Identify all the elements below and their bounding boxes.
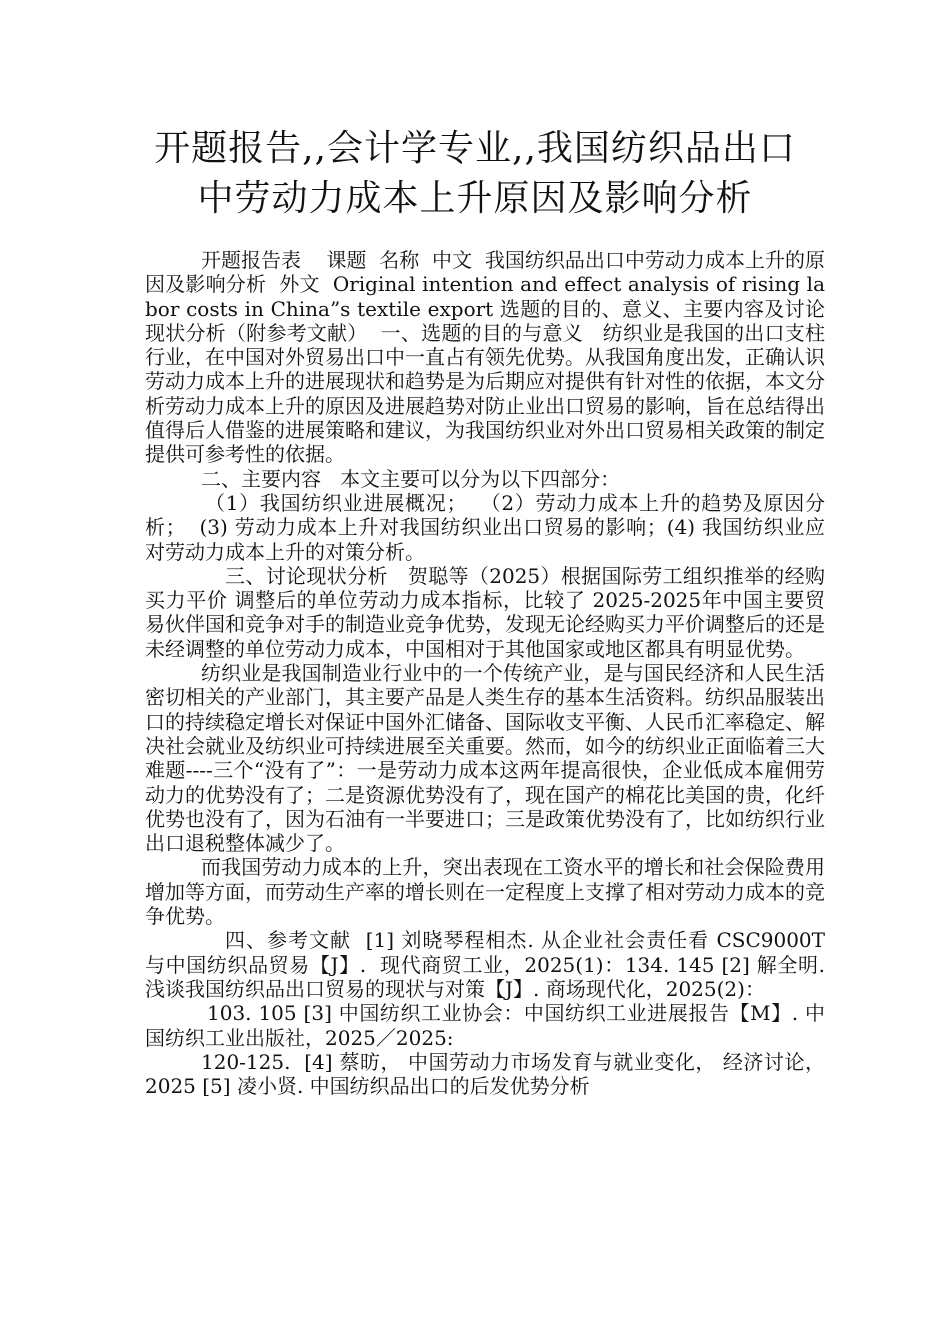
paragraph-labor-cost: 而我国劳动力成本的上升，突出表现在工资水平的增长和社会保险费用增加等方面，而劳动生产率的增长则在一定程度上支撑了相对劳动力成本的竞争优势。 <box>145 855 825 929</box>
paragraph-intro: 开题报告表 课题 名称 中文 我国纺织品出口中劳动力成本上升的原因及影响分析 外文 Original intention and effect analysis of rising labor costs in China”s textile export 选题的目的、意义、主要内容及讨论现状分析（附参考文献） 一、选题的目的与意义 纺织业是我国的出口支柱行业，在中国对外贸易出口中一直占有领先优势。从我国角度出发，正确认识劳动力成本上升的进展现状和趋势是为后期应对提供有针对性的依据，本文分析劳动力成本上升的原因及进展趋势对防止业出口贸易的影响，旨在总结得出值得后人借鉴的进展策略和建议，为我国纺织业对外出口贸易相关政策的制定提供可参考性的依据。 <box>145 248 825 467</box>
paragraph-main-content-list: （1）我国纺织业进展概况； （2）劳动力成本上升的趋势及原因分析； (3) 劳动力成本上升对我国纺织业出口贸易的影响；(4) 我国纺织业应对劳动力成本上升的对策分析。 <box>145 490 825 564</box>
paragraph-research-status: 三、讨论现状分析 贺聪等（2025）根据国际劳工组织推举的经购买力平价 调整后的单位劳动力成本指标，比较了 2025-2025年中国主要贸易伙伴国和竞争对手的制造业竞争优势，发现无论经购买力平价调整后的还是未经调整的单位劳动力成本，中国相对于其他国家或地区都具有明显优势。 <box>145 563 825 661</box>
title-line-2: 中劳动力成本上升原因及影响分析 <box>197 178 753 219</box>
paragraph-main-content-heading: 二、主要内容 本文主要可以分为以下四部分： <box>201 466 621 491</box>
paragraph-references: 四、参考文献 [1] 刘晓琴程相杰. 从企业社会责任看 CSC9000T 与中国纺织品贸易【J】. 现代商贸工业，2025(1)：134. 145 [2] 解全明. 浅谈我国纺织品出口贸易的现状与对策【J】. 商场现代化，2025(2)： <box>145 928 832 1001</box>
paragraph-reference-3: 103. 105 [3] 中国纺织工业协会：中国纺织工业进展报告【M】. 中国纺织工业出版社，2025／2025: <box>145 1001 825 1050</box>
document-body <box>145 248 832 1099</box>
document-title <box>120 124 830 224</box>
paragraph-reference-4-5: 120-125. [4] 蔡昉， 中国劳动力市场发育与就业变化， 经济讨论， 2025 [5] 凌小贤. 中国纺织品出口的后发优势分析 <box>145 1049 832 1099</box>
title-line-1: 开题报告,,会计学专业,,我国纺织品出口 <box>154 128 796 169</box>
paragraph-textile-industry: 纺织业是我国制造业行业中的一个传统产业，是与国民经济和人民生活密切相关的产业部门，其主要产品是人类生存的基本生活资料。纺织品服装出口的持续稳定增长对保证中国外汇储备、国际收支平衡、人民币汇率稳定、解决社会就业及纺织业可持续进展至关重要。然而，如今的纺织业正面临着三大难题----三个“没有了”：一是劳动力成本这两年提高很快，企业低成本雇佣劳动力的优势没有了；二是资源优势没有了，现在国产的棉花比美国的贵，化纤优势也没有了，因为石油有一半要进口；三是政策优势没有了，比如纺织行业出口退税整体减少了。 <box>145 661 825 856</box>
